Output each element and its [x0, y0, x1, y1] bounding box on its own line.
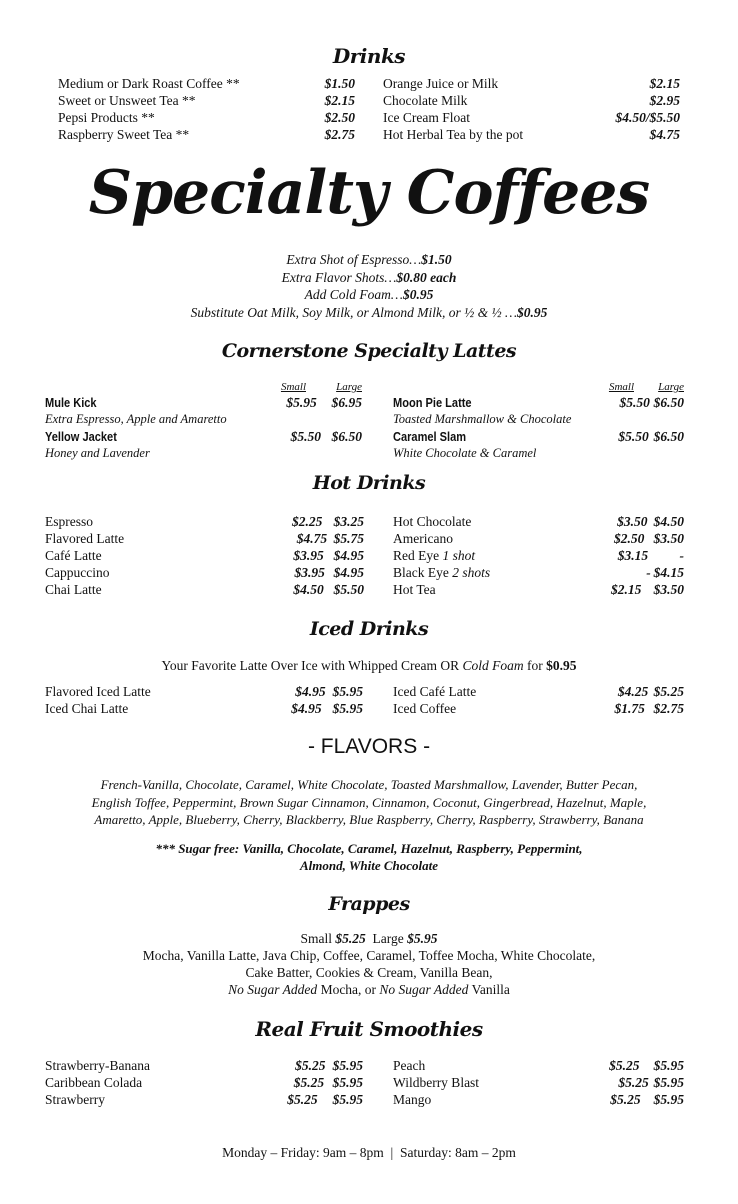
item-price: $2.75	[324, 127, 355, 142]
item-name: Wildberry Blast	[393, 1075, 480, 1090]
flavors-title: - FLAVORS -	[307, 735, 431, 758]
item-name: Red Eye 1 shot	[393, 548, 476, 563]
small-price: $5.25	[609, 1058, 640, 1073]
menu-item	[393, 513, 684, 530]
frappes-title: Frappes	[328, 893, 410, 915]
large-price: $5.75	[333, 531, 364, 546]
small-price: $3.95	[293, 548, 324, 563]
small-price: $1.75	[614, 701, 645, 716]
extra-price: $1.50	[421, 252, 452, 267]
latte-description: Toasted Marshmallow & Chocolate	[393, 412, 572, 426]
small-price: -	[646, 565, 651, 580]
item-name: Iced Chai Latte	[45, 701, 129, 716]
smoothies-right-list	[393, 1057, 684, 1108]
extra-item	[0, 286, 738, 304]
small-price: $5.50	[618, 429, 649, 444]
item-name: Hot Tea	[393, 582, 436, 597]
item-price: $2.15	[324, 93, 355, 108]
latte-name: Caramel Slam	[393, 429, 467, 444]
large-price: $6.50	[653, 429, 684, 444]
item-price: $4.50/$5.50	[615, 110, 680, 125]
drinks-right-list	[383, 75, 680, 143]
specialty-title: Specialty Coffees	[88, 158, 650, 228]
extra-item	[0, 251, 738, 269]
menu-item	[45, 1091, 363, 1108]
item-name: Chocolate Milk	[383, 93, 468, 108]
small-price: $5.25	[293, 1075, 325, 1090]
large-price: $5.25	[653, 684, 684, 699]
extra-label: Substitute Oat Milk, Soy Milk, or Almond Milk, or ½ & ½ …	[190, 304, 517, 320]
extra-item	[0, 269, 738, 287]
small-header: Small	[280, 381, 306, 393]
sugar-free-list	[0, 840, 738, 874]
extra-price: $0.95	[402, 287, 434, 302]
large-price: $3.50	[653, 531, 684, 546]
flavors-list	[0, 776, 738, 829]
latte-description: White Chocolate & Caramel	[393, 446, 537, 460]
item-name: Strawberry-Banana	[45, 1058, 150, 1073]
item-name: Strawberry	[45, 1092, 105, 1107]
small-price: $4.75	[296, 531, 328, 546]
menu-item	[393, 581, 684, 598]
large-price: $5.95	[653, 1075, 684, 1090]
latte-item	[45, 428, 362, 445]
item-name: Orange Juice or Milk	[383, 76, 499, 91]
small-price: $4.95	[295, 684, 326, 699]
item-name: Cappuccino	[45, 565, 110, 580]
small-price: $5.50	[290, 429, 321, 444]
item-name: Hot Herbal Tea by the pot	[383, 127, 524, 142]
item-name: Chai Latte	[45, 582, 102, 597]
latte-description: Honey and Lavender	[45, 446, 150, 460]
menu-item	[383, 109, 680, 126]
small-price: $5.95	[286, 395, 317, 410]
latte-description: Extra Espresso, Apple and Amaretto	[45, 412, 227, 426]
flavor-line: French-Vanilla, Chocolate, Caramel, White Chocolate, Toasted Marshmallow, Lavender, Butter Pecan,	[100, 777, 638, 792]
menu-item	[393, 1057, 684, 1074]
menu-item	[45, 547, 364, 564]
item-price: $2.95	[649, 93, 680, 108]
smoothies-title: Real Fruit Smoothies	[255, 1017, 483, 1041]
menu-item	[58, 92, 355, 109]
small-price: $5.50	[619, 395, 650, 410]
large-price: $2.75	[653, 701, 684, 716]
menu-item	[45, 530, 364, 547]
latte-name-wrap	[45, 394, 106, 411]
large-price: $5.95	[332, 1075, 363, 1090]
latte-name: Mule Kick	[45, 395, 97, 410]
item-name: Caribbean Colada	[45, 1075, 143, 1090]
item-name: Hot Chocolate	[393, 514, 472, 529]
large-price: $4.15	[653, 565, 684, 580]
extra-price: $0.80 each	[396, 269, 457, 285]
latte-name: Yellow Jacket	[45, 429, 117, 444]
menu-item	[383, 75, 680, 92]
menu-item	[45, 1074, 363, 1091]
menu-item	[393, 564, 684, 581]
menu-item	[383, 92, 680, 109]
small-price: $4.25	[617, 684, 649, 699]
iced-right-list	[393, 683, 684, 717]
menu-item	[45, 513, 364, 530]
latte-name-wrap	[393, 428, 479, 445]
large-price: -	[679, 548, 684, 563]
small-price: $2.50	[613, 531, 645, 546]
large-header: Large	[336, 381, 362, 393]
menu-item	[393, 1074, 684, 1091]
item-name: Pepsi Products **	[58, 110, 155, 125]
extra-label: Add Cold Foam…	[304, 287, 403, 302]
menu-item	[393, 547, 684, 564]
business-hours: Monday – Friday: 9am – 8pm | Saturday: 8am – 2pm	[222, 1145, 516, 1160]
item-name: Sweet or Unsweet Tea **	[58, 93, 196, 108]
lattes-title: Cornerstone Specialty Lattes	[221, 340, 517, 362]
item-name: Black Eye 2 shots	[393, 565, 491, 580]
item-name: Americano	[393, 531, 453, 546]
latte-name-wrap	[393, 394, 485, 411]
item-name: Iced Coffee	[393, 701, 457, 716]
small-price: $3.15	[617, 548, 649, 563]
extra-item	[0, 304, 738, 322]
item-price: $2.15	[649, 76, 680, 91]
hot-right-list	[393, 513, 684, 598]
large-price: $5.50	[333, 582, 364, 597]
menu-item	[383, 126, 680, 143]
drinks-left-list	[58, 75, 355, 143]
menu-item	[393, 683, 684, 700]
small-price: $4.95	[291, 701, 322, 716]
latte-name: Moon Pie Latte	[393, 395, 472, 410]
large-price: $4.50	[653, 514, 684, 529]
large-price: $5.95	[653, 1092, 684, 1107]
lattes-left-list	[45, 381, 362, 462]
large-price: $5.95	[332, 1092, 363, 1107]
large-price: $4.95	[333, 548, 364, 563]
item-note: 1 shot	[442, 548, 476, 563]
latte-item	[393, 394, 684, 411]
iced-note: Your Favorite Latte Over Ice with Whipped Cream OR Cold Foam for $0.95	[161, 658, 577, 673]
menu-item	[45, 683, 363, 700]
small-price: $5.25	[618, 1075, 649, 1090]
menu-item	[45, 564, 364, 581]
iced-left-list	[45, 683, 363, 717]
sugar-free-line: *** Sugar free: Vanilla, Chocolate, Caramel, Hazelnut, Raspberry, Peppermint,	[155, 841, 583, 856]
large-header: Large	[658, 381, 684, 393]
menu-item	[45, 581, 364, 598]
small-price: $3.50	[617, 514, 648, 529]
item-name: Mango	[393, 1092, 432, 1107]
size-header	[45, 381, 362, 394]
small-price: $5.25	[295, 1058, 326, 1073]
large-price: $6.50	[653, 395, 684, 410]
flavor-line: Amaretto, Apple, Blueberry, Cherry, Blackberry, Blue Raspberry, Cherry, Raspberry, Strawberry, Banana	[94, 812, 644, 827]
drinks-title: Drinks	[332, 44, 406, 68]
hot-left-list	[45, 513, 364, 598]
menu-item	[58, 75, 355, 92]
extras-list	[0, 251, 738, 321]
menu-item	[58, 109, 355, 126]
latte-item	[45, 394, 362, 411]
small-price: $2.15	[610, 582, 642, 597]
large-price: $6.95	[331, 395, 362, 410]
item-name: Medium or Dark Roast Coffee **	[58, 76, 240, 91]
menu-item	[58, 126, 355, 143]
small-price: $5.25	[610, 1092, 641, 1107]
large-price: $3.50	[653, 582, 684, 597]
flavor-line: English Toffee, Peppermint, Brown Sugar Cinnamon, Cinnamon, Coconut, Gingerbread, Hazelnut, Maple,	[91, 794, 647, 810]
large-price: $5.95	[332, 701, 363, 716]
item-name: Café Latte	[45, 548, 102, 563]
small-header: Small	[608, 381, 634, 393]
item-note: 2 shots	[452, 565, 491, 580]
small-price: $2.25	[292, 514, 323, 529]
menu-item	[393, 1091, 684, 1108]
item-name: Iced Café Latte	[393, 684, 477, 699]
item-price: $2.50	[324, 110, 355, 125]
extra-price: $0.95	[516, 304, 548, 320]
large-price: $5.95	[653, 1058, 684, 1073]
extra-label: Extra Shot of Espresso…	[286, 252, 422, 267]
large-price: $5.95	[332, 1058, 363, 1073]
large-price: $4.95	[333, 565, 364, 580]
item-name: Flavored Iced Latte	[45, 684, 151, 699]
small-price: $4.50	[293, 582, 324, 597]
frappes-info: Small $5.25 Large $5.95 Mocha, Vanilla Latte, Java Chip, Coffee, Caramel, Toffee Mocha, White Chocolate, Cake Batter, Cookies & Cream, Vanilla Bean, No Sugar Added Mocha, or No Sugar Added Vanilla	[142, 931, 596, 997]
large-price: $6.50	[331, 429, 362, 444]
item-name: Flavored Latte	[45, 531, 125, 546]
menu-item	[45, 700, 363, 717]
item-price: $4.75	[649, 127, 680, 142]
item-name: Peach	[393, 1058, 426, 1073]
sugar-free-line: Almond, White Chocolate	[299, 858, 439, 873]
lattes-right-list	[393, 381, 684, 462]
size-header	[393, 381, 684, 394]
menu-item	[393, 530, 684, 547]
item-price: $1.50	[324, 76, 355, 91]
latte-item	[393, 428, 684, 445]
small-price: $5.25	[287, 1092, 318, 1107]
small-price: $3.95	[294, 565, 325, 580]
hot-drinks-title: Hot Drinks	[312, 472, 426, 494]
extra-label: Extra Flavor Shots…	[281, 269, 397, 285]
item-name: Raspberry Sweet Tea **	[58, 127, 190, 142]
smoothies-left-list	[45, 1057, 363, 1108]
latte-name-wrap	[45, 428, 130, 445]
menu-item	[45, 1057, 363, 1074]
item-name: Ice Cream Float	[383, 110, 470, 125]
large-price: $3.25	[333, 514, 364, 529]
large-price: $5.95	[332, 684, 363, 699]
iced-drinks-title: Iced Drinks	[309, 618, 429, 640]
item-name: Espresso	[45, 514, 93, 529]
menu-item	[393, 700, 684, 717]
